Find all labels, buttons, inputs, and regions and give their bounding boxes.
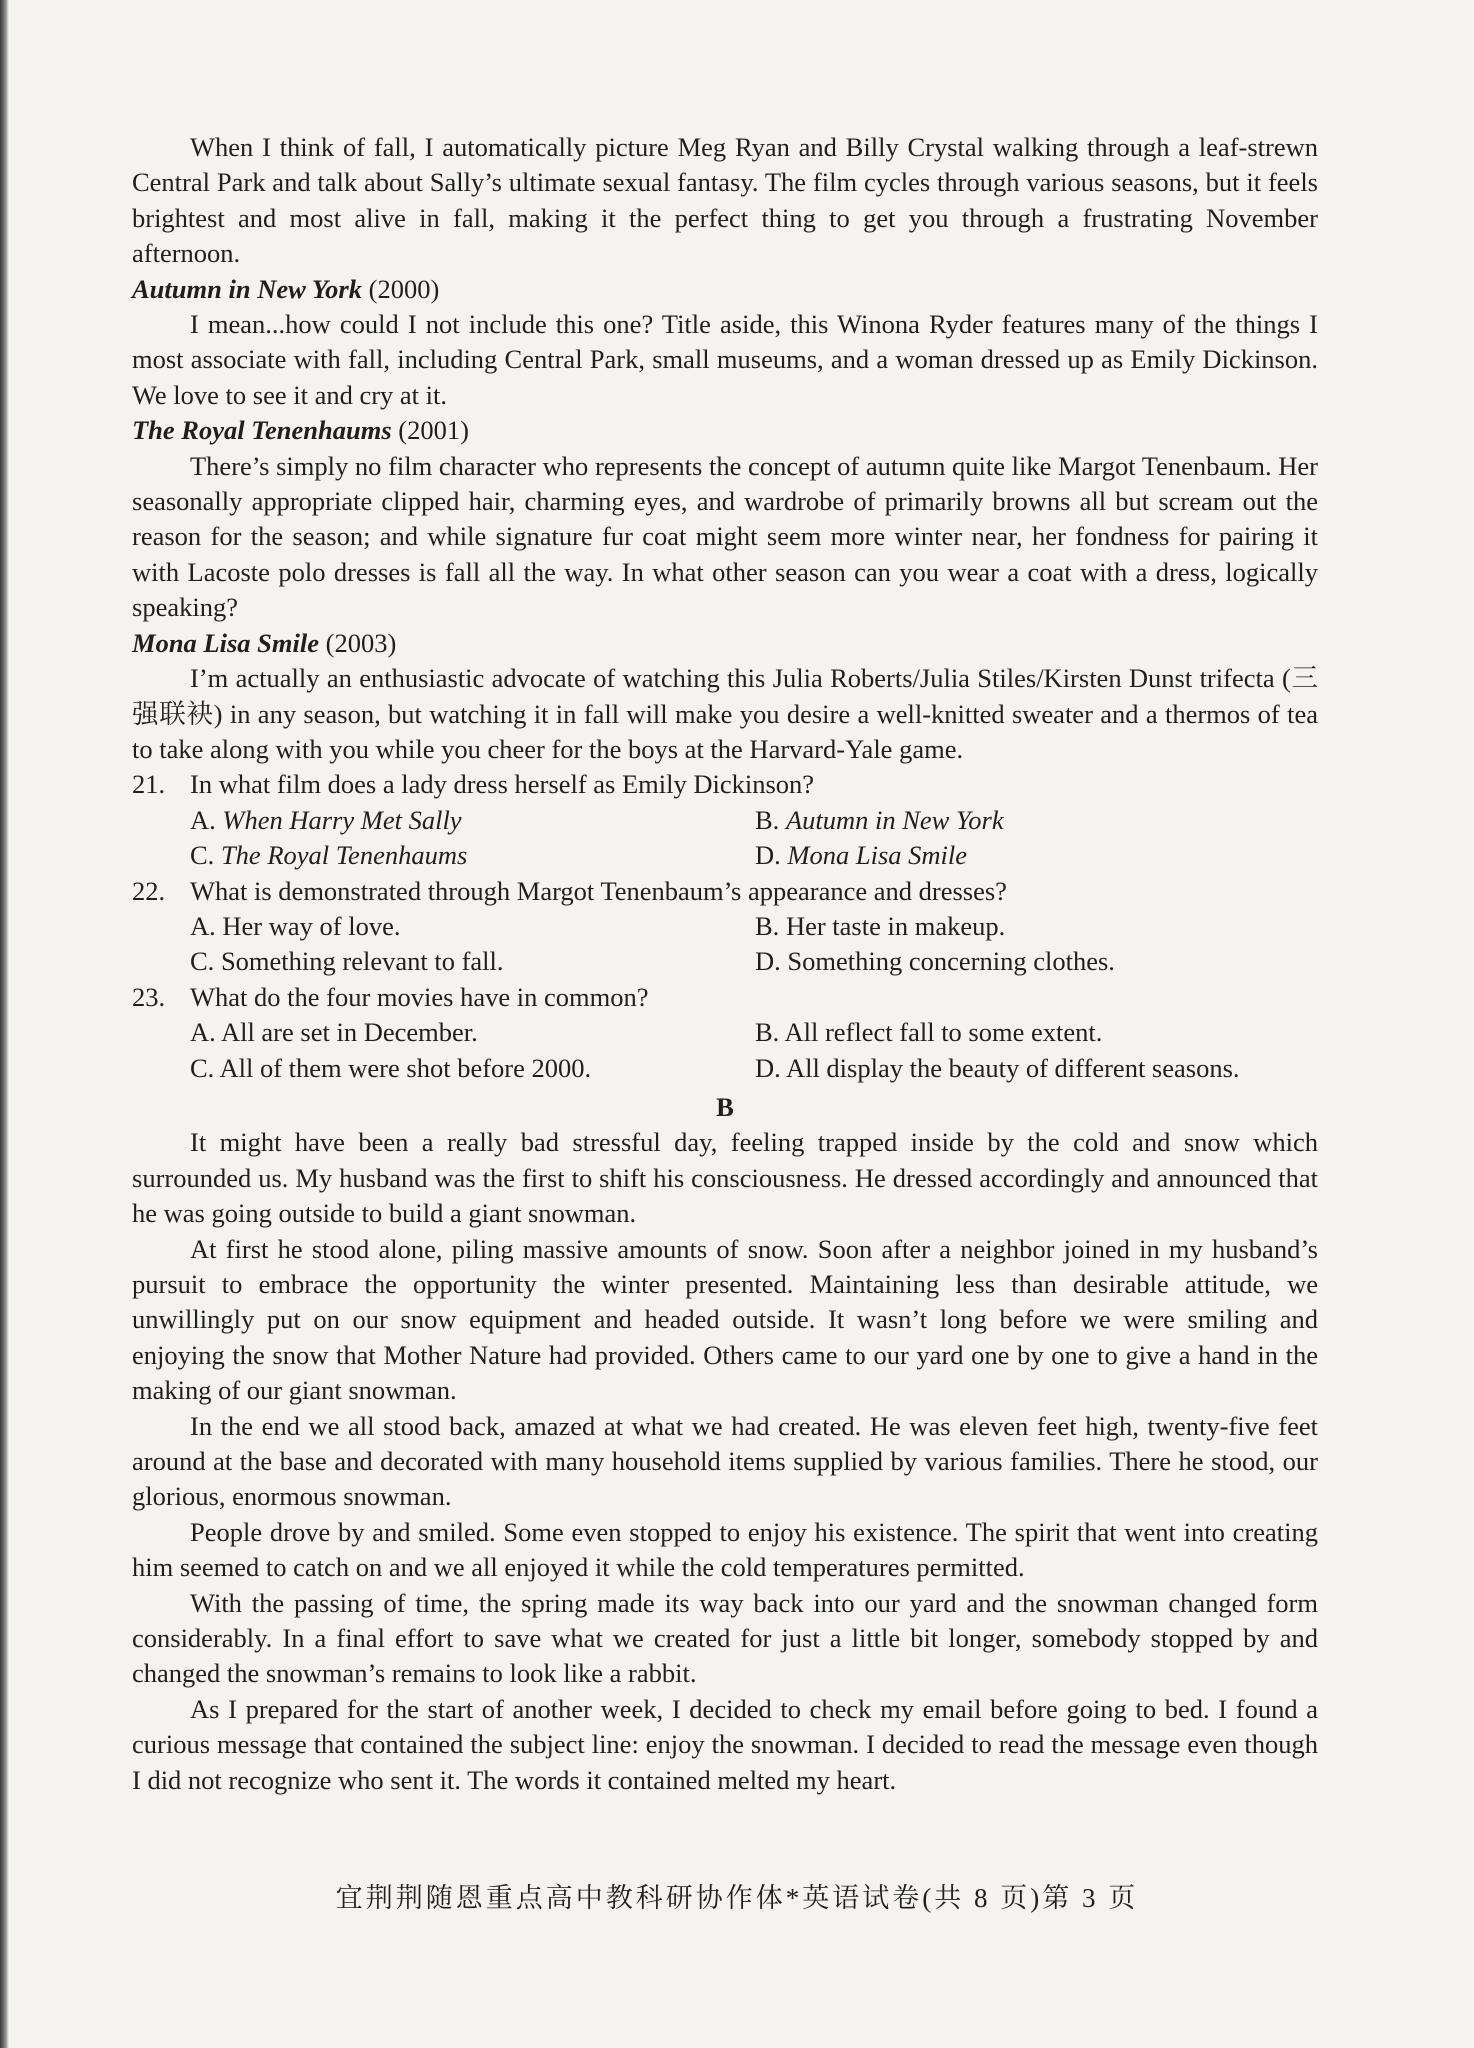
exam-page (132, 130, 1318, 1798)
option-text: Mona Lisa Smile (787, 840, 968, 871)
film-description: There’s simply no film character who represents the concept of autumn quite like Margot Tenenbaum. Her seasonally appropriate clipped hair, charming eyes, and wardrobe of primarily browns all but scream out the reason for the season; and while signature fur coat might seem more winter near, her fondness for pairing it with Lacoste polo dresses is fall all the way. In what other season can you wear a coat with a dress, logically speaking? (132, 450, 1318, 623)
question-text: What do the four movies have in common? (190, 981, 649, 1012)
film-year: (2000) (368, 273, 440, 304)
option-letter: C. (190, 840, 215, 871)
section-b-paragraph: At first he stood alone, piling massive amounts of snow. Soon after a neighbor joined in my husband’s pursuit to embrace the opportunity the winter presented. Maintaining less than desirable attitude, we unwillingly put on our snow equipment and headed outside. It wasn’t long before we were smiling and enjoying the snow that Mother Nature had provided. Others came to our yard one by one to give a hand in the making of our giant snowman. (132, 1233, 1318, 1406)
option-text: Her way of love. (222, 910, 401, 941)
question-options (132, 909, 1318, 980)
question-stem (132, 980, 1318, 1015)
option-a[interactable] (190, 1015, 755, 1050)
section-b-paragraph: With the passing of time, the spring made its way back into our yard and the snowman changed form considerably. In a final effort to save what we created for just a little bit longer, somebody stopped by and changed the snowman’s remains to look like a rabbit. (132, 1587, 1318, 1689)
film-name: Autumn in New York (132, 273, 362, 304)
section-b-paragraph: People drove by and smiled. Some even stopped to enjoy his existence. The spirit that went into creating him seemed to catch on and we all enjoyed it while the cold temperatures permitted. (132, 1516, 1318, 1583)
film-title (132, 626, 1318, 661)
option-text: All reflect fall to some extent. (784, 1017, 1103, 1048)
film-year: (2003) (325, 627, 397, 658)
film-year: (2001) (398, 415, 469, 446)
option-text: All display the beauty of different seasons. (785, 1052, 1240, 1083)
option-letter: B. (755, 1017, 780, 1048)
option-letter: C. (190, 946, 215, 977)
option-letter: A. (190, 910, 216, 941)
option-text: Something relevant to fall. (220, 946, 504, 977)
question-number: 23. (132, 981, 166, 1012)
option-b[interactable] (755, 803, 1318, 838)
question-number: 21. (132, 769, 166, 800)
scan-left-edge (0, 0, 9, 2048)
option-letter: A. (190, 1017, 216, 1048)
option-b[interactable] (755, 1015, 1318, 1050)
option-letter: B. (755, 804, 780, 835)
option-a[interactable] (190, 803, 755, 838)
question-options (132, 803, 1318, 874)
film-entry (132, 413, 1318, 625)
option-text: All of them were shot before 2000. (219, 1052, 592, 1083)
question-stem (132, 767, 1318, 802)
option-b[interactable] (755, 909, 1318, 944)
film-name: Mona Lisa Smile (132, 627, 320, 658)
page-footer: 宜荆荆随恩重点高中教科研协作体*英语试卷(共 8 页)第 3 页 (335, 1883, 1139, 1913)
option-c[interactable] (190, 944, 755, 979)
section-b-paragraph: As I prepared for the start of another week, I decided to check my email before going to bed. I found a curious message that contained the subject line: enjoy the snowman. I decided to read the message even though I did not recognize who sent it. The words it contained melted my heart. (132, 1693, 1318, 1795)
question-stem (132, 874, 1318, 909)
option-text: Autumn in New York (785, 804, 1004, 835)
option-text: Something concerning clothes. (787, 946, 1115, 977)
option-letter: D. (755, 1052, 781, 1083)
intro-paragraph: When I think of fall, I automatically picture Meg Ryan and Billy Crystal walking through a leaf-strewn Central Park and talk about Sally’s ultimate sexual fantasy. The film cycles through various seasons, but it feels brightest and most alive in fall, making it the perfect thing to get you through a frustrating November afternoon. (132, 132, 1318, 269)
question-21 (132, 767, 1318, 873)
option-letter: D. (755, 840, 781, 871)
film-entry (132, 272, 1318, 414)
option-d[interactable] (755, 838, 1318, 873)
section-b-paragraph: It might have been a really bad stressful day, feeling trapped inside by the cold and snow which surrounded us. My husband was the first to shift his consciousness. He dressed accordingly and announced that he was going outside to build a giant snowman. (132, 1127, 1318, 1229)
option-letter: A. (190, 804, 216, 835)
question-22 (132, 874, 1318, 980)
film-name: The Royal Tenenhaums (132, 415, 392, 446)
film-entry (132, 626, 1318, 768)
question-text: What is demonstrated through Margot Tenenbaum’s appearance and dresses? (190, 875, 1007, 906)
film-title (132, 413, 1318, 448)
section-b-paragraph: In the end we all stood back, amazed at what we had created. He was eleven feet high, twenty-five feet around at the base and decorated with many household items supplied by various families. There he stood, our glorious, enormous snowman. (132, 1410, 1318, 1512)
option-letter: C. (190, 1052, 215, 1083)
option-d[interactable] (755, 944, 1318, 979)
question-23 (132, 980, 1318, 1086)
option-c[interactable] (190, 838, 755, 873)
film-title (132, 272, 1318, 307)
section-b-heading: B (716, 1091, 734, 1122)
option-text: All are set in December. (220, 1017, 478, 1048)
film-description: I mean...how could I not include this one? Title aside, this Winona Ryder features many of the things I most associate with fall, including Central Park, small museums, and a woman dressed up as Emily Dickinson. We love to see it and cry at it. (132, 309, 1318, 410)
option-c[interactable] (190, 1051, 755, 1086)
option-a[interactable] (190, 909, 755, 944)
option-text: The Royal Tenenhaums (220, 840, 468, 871)
option-text: When Harry Met Sally (222, 804, 462, 835)
question-text: In what film does a lady dress herself as Emily Dickinson? (190, 769, 815, 800)
option-letter: B. (755, 910, 780, 941)
film-description: I’m actually an enthusiastic advocate of watching this Julia Roberts/Julia Stiles/Kirsten Dunst trifecta (三强联袂) in any season, but watching it in fall will make you desire a well-knitted sweater and a thermos of tea to take along with you while you cheer for the boys at the Harvard-Yale game. (132, 663, 1318, 764)
option-text: Her taste in makeup. (785, 910, 1006, 941)
question-number: 22. (132, 875, 166, 906)
option-d[interactable] (755, 1051, 1318, 1086)
option-letter: D. (755, 946, 781, 977)
question-options (132, 1015, 1318, 1086)
